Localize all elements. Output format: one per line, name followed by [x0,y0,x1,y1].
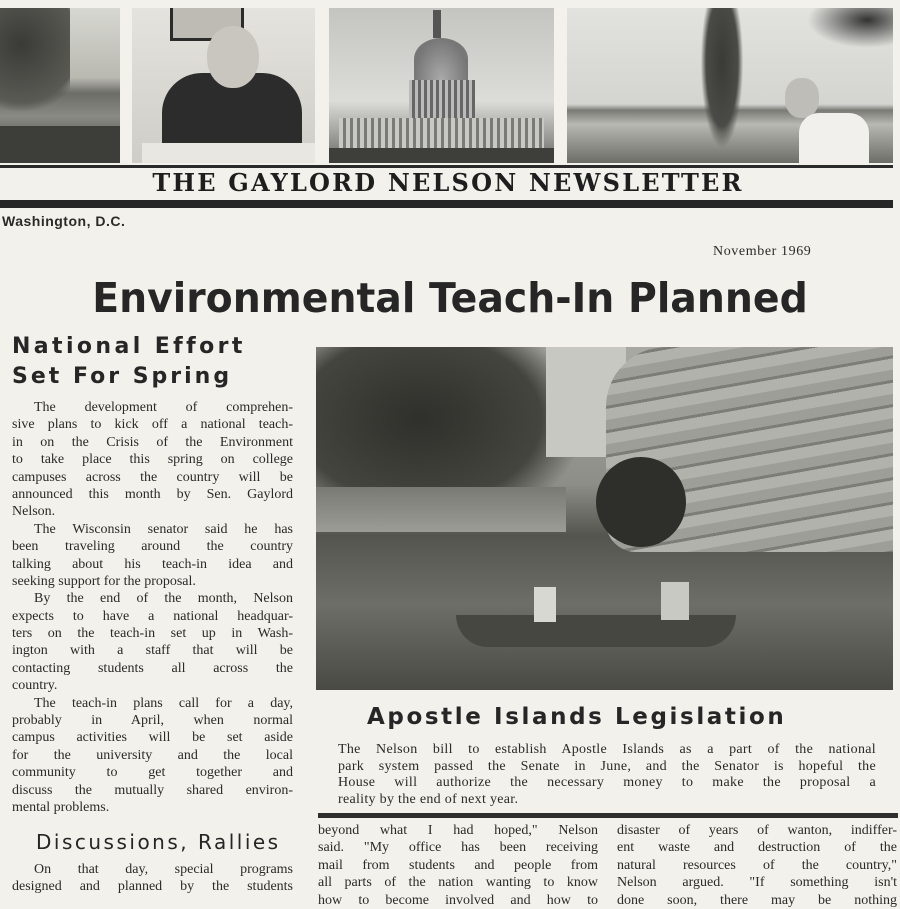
text-line: House will authorize the necessary money to make the proposal a [338,775,876,790]
section-divider-rule [318,813,898,818]
text-line: community to get together and [12,765,293,781]
text-line: ters on the teach-in set up in Wash- [12,626,293,642]
text-line: natural resources of the country," [617,857,897,873]
text-line: contacting students all across the [12,660,293,676]
text-line: mail from students and people from [318,857,598,873]
text-line: mental problems. [12,799,110,815]
text-line: By the end of the month, Nelson [34,591,293,607]
subhead-line-2: Set For Spring [12,364,233,389]
text-line: how to become involved and how to [318,892,598,908]
text-line: all parts of the nation wanting to know [318,875,598,891]
dateline: Washington, D.C. [2,213,126,229]
section2-body [12,861,293,896]
text-line: talking about his teach-in idea and [12,556,293,572]
section-heading-discussions: Discussions, Rallies [36,830,281,854]
text-line: seeking support for the proposal. [12,573,196,589]
text-line: The Nelson bill to establish Apostle Islands as a part of the national [338,742,876,757]
text-line: probably in April, when normal [12,713,293,729]
text-line: to take place this spring on college [12,452,293,468]
text-line: done soon, there may be nothing [617,892,897,908]
text-line: The Wisconsin senator said he has [34,521,293,537]
text-line: sive plans to kick off a national teach- [12,417,293,433]
text-line: The development of comprehen- [34,400,293,415]
photo-nelson-on-phone [132,8,315,163]
main-story-body [12,399,293,816]
subhead-line-1: National Effort [12,334,246,359]
text-line: disaster of years of wanton, indiffer- [617,823,897,838]
apostle-body [338,742,876,808]
continued-column-2 [617,822,897,909]
masthead-bottom-rule [0,200,893,208]
text-line: campus activities will be set aside [12,730,293,746]
text-line: Nelson. [12,504,56,520]
photo-lake-shore-trees [0,8,120,163]
photo-nelson-by-lake [567,8,893,163]
text-line: park system passed the Senate in June, and the Senator is hopeful the [338,758,876,774]
text-line: for the university and the local [12,747,293,763]
text-line: On that day, special programs [34,862,293,877]
text-line: been traveling around the country [12,539,293,555]
text-line: discuss the mutually shared environ- [12,782,293,798]
text-line: ington with a staff that will be [12,643,293,659]
text-line: announced this month by Sen. Gaylord [12,486,293,502]
text-line: designed and planned by the students [12,879,293,895]
text-line: reality by the end of next year. [338,791,519,807]
text-line: campuses across the country will be [12,469,293,485]
text-line: beyond what I had hoped," Nelson [318,823,598,838]
photo-canoe-rock-cliffs [316,347,893,690]
masthead-title: THE GAYLORD NELSON NEWSLETTER [152,168,744,197]
photo-us-capitol [329,8,554,163]
apostle-heading: Apostle Islands Legislation [367,704,787,730]
main-headline: Environmental Teach-In Planned [92,274,808,322]
text-line: country. [12,678,58,694]
text-line: ent waste and destruction of the [617,840,897,856]
text-line: expects to have a national headquar- [12,608,293,624]
text-line: said. "My office has been receiving [318,840,598,856]
text-line: in on the Crisis of the Environment [12,434,293,450]
issue-date: November 1969 [713,244,812,259]
continued-column-1 [318,822,598,909]
text-line: The teach-in plans call for a day, [34,695,293,711]
text-line: Nelson argued. "If something isn't [617,875,897,891]
